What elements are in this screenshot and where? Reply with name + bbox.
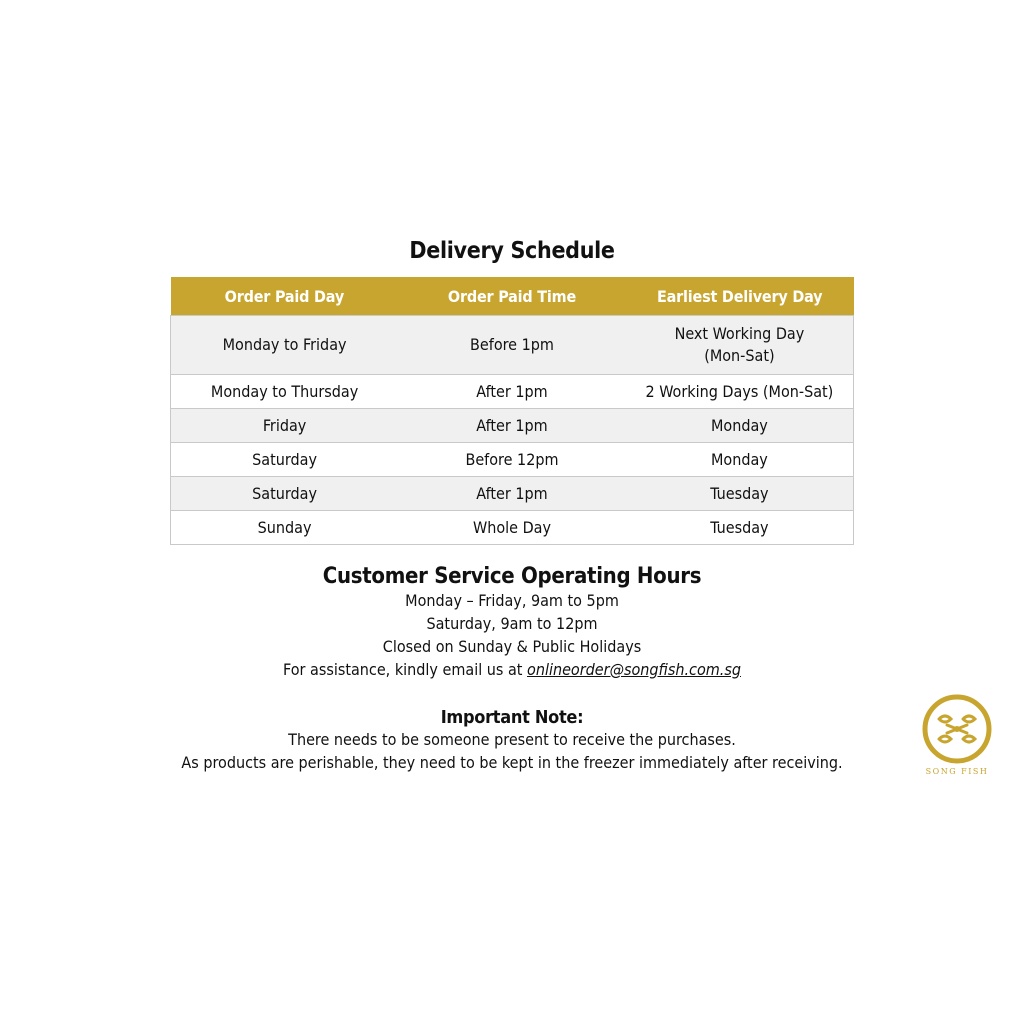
cell-order-day: Sunday	[171, 511, 399, 545]
table-row	[171, 375, 854, 409]
important-note-line2: As products are perishable, they need to be kept in the freezer immediately after receiving.	[181, 753, 843, 772]
cell-delivery-day: Tuesday	[626, 511, 854, 545]
service-assistance-line	[0, 658, 1024, 681]
table-row	[171, 409, 854, 443]
service-hours-weekday: Monday – Friday, 9am to 5pm	[405, 591, 619, 610]
cell-delivery-day: 2 Working Days (Mon-Sat)	[626, 375, 854, 409]
cell-order-day: Saturday	[171, 477, 399, 511]
header-order-paid-time: Order Paid Time	[398, 277, 626, 316]
cell-delivery-day-line1: Next Working Day	[674, 324, 805, 343]
cell-delivery-day: Tuesday	[626, 477, 854, 511]
support-email-link[interactable]: onlineorder@songfish.com.sg	[527, 660, 741, 679]
service-hours-saturday: Saturday, 9am to 12pm	[426, 614, 598, 633]
table-row	[171, 477, 854, 511]
cell-order-day: Monday to Thursday	[171, 375, 399, 409]
cell-order-day: Saturday	[171, 443, 399, 477]
song-fish-logo	[919, 693, 995, 783]
service-hours-closed: Closed on Sunday & Public Holidays	[382, 637, 642, 656]
table-row	[171, 511, 854, 545]
cell-delivery-day: Monday	[626, 409, 854, 443]
cell-order-time: After 1pm	[398, 409, 626, 443]
important-note-line1: There needs to be someone present to receive the purchases.	[288, 730, 736, 749]
cell-delivery-day	[626, 316, 854, 375]
song-fish-logo-icon	[919, 693, 995, 769]
table-row	[171, 443, 854, 477]
table-row	[171, 316, 854, 375]
cell-order-time: After 1pm	[398, 375, 626, 409]
delivery-schedule-table	[170, 277, 854, 545]
header-earliest-delivery-day: Earliest Delivery Day	[626, 277, 854, 316]
important-note-section	[0, 707, 1024, 774]
delivery-schedule-title: Delivery Schedule	[409, 238, 615, 264]
service-hours-title: Customer Service Operating Hours	[322, 564, 702, 589]
table-header-row	[171, 277, 854, 316]
cell-delivery-day-line2: (Mon-Sat)	[704, 346, 775, 365]
cell-order-day: Monday to Friday	[171, 316, 399, 375]
cell-order-time: Before 12pm	[398, 443, 626, 477]
cell-order-time: Whole Day	[398, 511, 626, 545]
cell-order-time: After 1pm	[398, 477, 626, 511]
cell-order-day: Friday	[171, 409, 399, 443]
important-note-title: Important Note:	[440, 707, 584, 728]
assistance-text: For assistance, kindly email us at	[283, 660, 528, 679]
header-order-paid-day: Order Paid Day	[171, 277, 399, 316]
service-hours-section	[0, 564, 1024, 681]
song-fish-logo-text: SONG FISH	[925, 767, 989, 776]
cell-delivery-day: Monday	[626, 443, 854, 477]
cell-order-time: Before 1pm	[398, 316, 626, 375]
